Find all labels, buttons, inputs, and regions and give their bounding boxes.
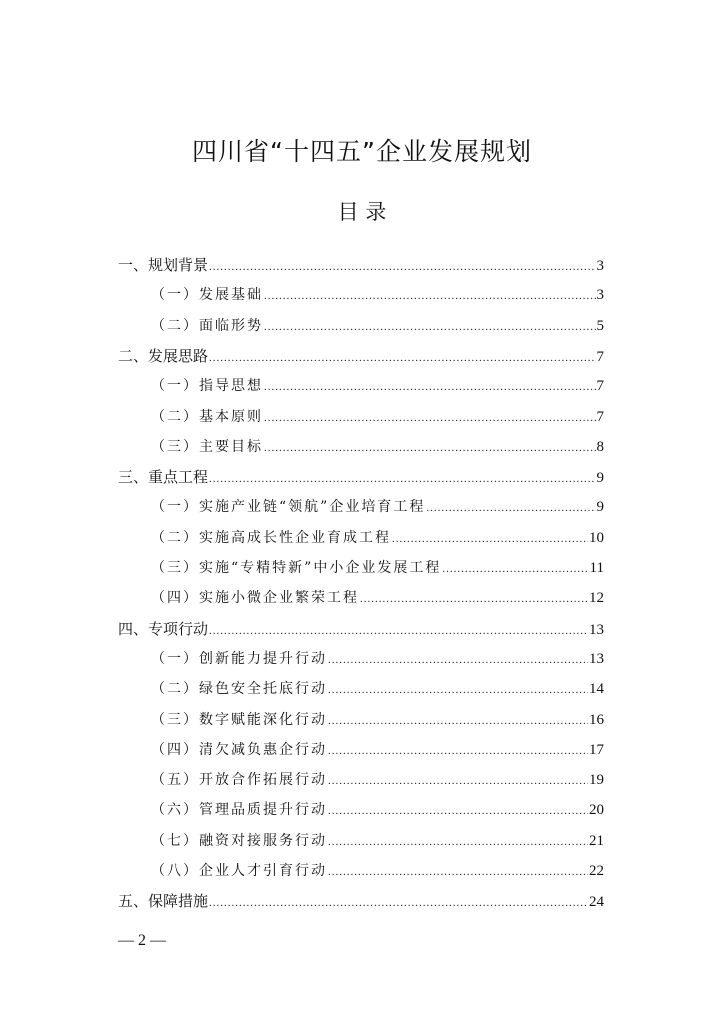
toc-dot-leader bbox=[209, 468, 595, 490]
toc-dot-leader bbox=[264, 437, 596, 459]
toc-entry-label: （一）创新能力提升行动 bbox=[151, 651, 327, 667]
toc-entry-page: 3 bbox=[596, 258, 604, 274]
toc-dot-leader bbox=[264, 407, 596, 429]
toc-subsection-entry[interactable] bbox=[151, 648, 604, 670]
toc-dot-leader bbox=[209, 347, 595, 369]
toc-subsection-entry[interactable] bbox=[151, 678, 604, 700]
toc-entry-page: 19 bbox=[589, 772, 604, 788]
toc-subsection-entry[interactable] bbox=[151, 769, 604, 791]
toc-entry-label: （二）绿色安全托底行动 bbox=[151, 681, 327, 697]
document-title: 四川省“十四五”企业发展规划 bbox=[192, 137, 532, 166]
toc-entry-label: 四、专项行动 bbox=[118, 620, 209, 638]
toc-entry-label: （一）实施产业链“领航”企业培育工程 bbox=[151, 499, 426, 515]
toc-entry-page: 3 bbox=[596, 287, 604, 303]
toc-subsection-entry[interactable] bbox=[151, 527, 604, 549]
toc-entry-label: （八）企业人才引育行动 bbox=[151, 863, 327, 879]
toc-subsection-entry[interactable] bbox=[151, 406, 604, 428]
toc-entry-page: 9 bbox=[596, 470, 604, 486]
toc-entry-page: 7 bbox=[596, 349, 604, 365]
toc-subsection-entry[interactable] bbox=[151, 830, 604, 852]
toc-dot-leader bbox=[328, 861, 588, 883]
toc-section-entry[interactable] bbox=[118, 254, 604, 276]
toc-subsection-entry[interactable] bbox=[151, 739, 604, 761]
toc-section-entry[interactable] bbox=[118, 345, 604, 367]
toc-dot-leader bbox=[209, 620, 588, 642]
toc-dot-leader bbox=[442, 558, 588, 580]
toc-dot-leader bbox=[328, 800, 588, 822]
toc-entry-page: 16 bbox=[589, 712, 604, 728]
toc-dot-leader bbox=[426, 497, 595, 519]
toc-entry-label: （三）实施“专精特新”中小企业发展工程 bbox=[151, 560, 442, 576]
toc-entry-label: （四）实施小微企业繁荣工程 bbox=[151, 590, 359, 606]
toc-dot-leader bbox=[209, 256, 595, 278]
toc-entry-label: （六）管理品质提升行动 bbox=[151, 802, 327, 818]
toc-entry-label: 二、发展思路 bbox=[118, 347, 209, 365]
toc-entry-label: （五）开放合作拓展行动 bbox=[151, 772, 327, 788]
toc-subsection-entry[interactable] bbox=[151, 709, 604, 731]
toc-entry-label: （一）指导思想 bbox=[151, 378, 263, 394]
toc-entry-page: 13 bbox=[589, 651, 604, 667]
toc-subsection-entry[interactable] bbox=[151, 587, 604, 609]
page-number: — 2 — bbox=[118, 932, 166, 949]
toc-section-entry[interactable] bbox=[118, 618, 604, 640]
toc-dot-leader bbox=[328, 740, 588, 762]
toc-subsection-entry[interactable] bbox=[151, 860, 604, 882]
toc-entry-label: 一、规划背景 bbox=[118, 256, 209, 274]
toc-entry-label: （二）面临形势 bbox=[151, 318, 263, 334]
toc-entry-page: 10 bbox=[589, 530, 604, 546]
toc-subsection-entry[interactable] bbox=[151, 375, 604, 397]
toc-dot-leader bbox=[209, 892, 588, 914]
toc-subsection-entry[interactable] bbox=[151, 315, 604, 337]
toc-dot-leader bbox=[328, 649, 588, 671]
toc-entry-page: 11 bbox=[589, 560, 604, 576]
toc-entry-page: 7 bbox=[596, 378, 604, 394]
toc-entry-page: 5 bbox=[596, 318, 604, 334]
toc-dot-leader bbox=[328, 679, 588, 701]
toc-entry-page: 22 bbox=[589, 863, 604, 879]
toc-dot-leader bbox=[264, 285, 596, 307]
toc-subsection-entry[interactable] bbox=[151, 799, 604, 821]
toc-dot-leader bbox=[264, 316, 596, 338]
toc-subsection-entry[interactable] bbox=[151, 496, 604, 518]
toc-entry-page: 17 bbox=[589, 742, 604, 758]
toc-dot-leader bbox=[264, 376, 596, 398]
toc-entry-page: 9 bbox=[596, 499, 604, 515]
toc-entry-label: 三、重点工程 bbox=[118, 468, 209, 486]
toc-entry-page: 21 bbox=[589, 833, 604, 849]
toc-entry-page: 7 bbox=[596, 409, 604, 425]
toc-entry-label: （七）融资对接服务行动 bbox=[151, 833, 327, 849]
toc-dot-leader bbox=[328, 831, 588, 853]
toc-entry-page: 13 bbox=[589, 622, 604, 638]
toc-entry-label: （四）清欠减负惠企行动 bbox=[151, 742, 327, 758]
toc-entry-page: 12 bbox=[589, 590, 604, 606]
toc-dot-leader bbox=[328, 710, 588, 732]
toc-subsection-entry[interactable] bbox=[151, 557, 604, 579]
toc-dot-leader bbox=[360, 588, 588, 610]
toc-entry-label: 五、保障措施 bbox=[118, 892, 209, 910]
toc-entry-label: （三）数字赋能深化行动 bbox=[151, 712, 327, 728]
toc-entry-label: （二）实施高成长性企业育成工程 bbox=[151, 530, 391, 546]
toc-heading: 目 录 bbox=[337, 200, 387, 224]
toc-subsection-entry[interactable] bbox=[151, 436, 604, 458]
toc-dot-leader bbox=[392, 528, 588, 550]
toc-entry-label: （三）主要目标 bbox=[151, 439, 263, 455]
toc-entry-page: 8 bbox=[596, 439, 604, 455]
toc-entry-label: （一）发展基础 bbox=[151, 287, 263, 303]
toc-dot-leader bbox=[328, 770, 588, 792]
toc-entry-page: 14 bbox=[589, 681, 604, 697]
toc-entry-label: （二）基本原则 bbox=[151, 409, 263, 425]
toc-subsection-entry[interactable] bbox=[151, 284, 604, 306]
toc-entry-page: 20 bbox=[589, 802, 604, 818]
toc-section-entry[interactable] bbox=[118, 466, 604, 488]
toc-entry-page: 24 bbox=[589, 894, 604, 910]
toc-section-entry[interactable] bbox=[118, 890, 604, 912]
